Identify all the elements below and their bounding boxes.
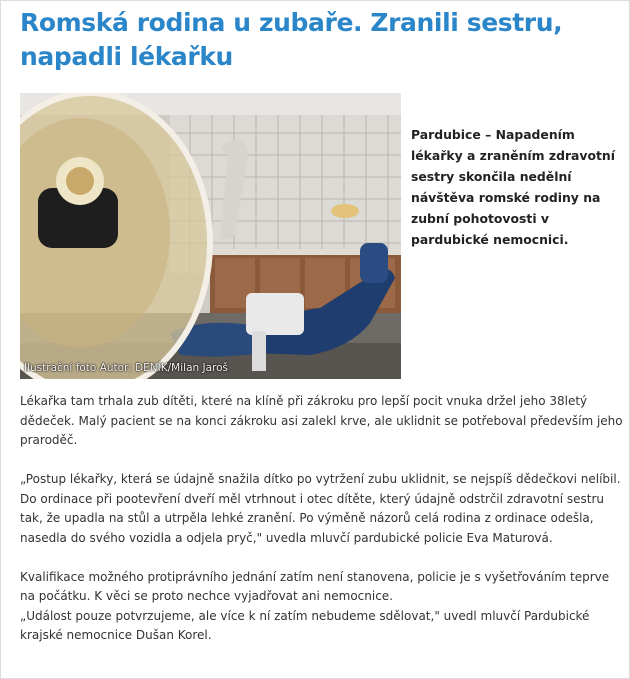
photo-caption: Ilustrační foto Autor: DENÍK/Milan Jaroš <box>24 362 229 374</box>
article-body <box>20 392 624 646</box>
paragraph: Lékařka tam trhala zub dítěti, které na klíně při zákroku pro lepší pocit vnuka držel jeho 38letý dědeček. Malý pacient se na konci zákroku asi zalekl krve, ale uklidnit se potřeboval především jeho praroděč. <box>20 394 623 447</box>
paragraph: „Událost pouze potvrzujeme, ale více k ní zatím nebudeme sdělovat," uvedl mluvčí Pardubické krajské nemocnice Dušan Korel. <box>20 608 590 642</box>
paragraph: „Postup lékařky, která se údajně snažila dítko po vytržení zubu uklidnit, se nejspíš dědečkovi nelíbil. Do ordinace při pootevření dveří měl vtrhnout i otec dítěte, který údajně odstrčil zdravotní sestru tak, že upadla na stůl a utrpěla lehké zranění. Po výměně názorů celá rodina z ordinace odešla, nasedla do svého vozidla a odjela pryč," uvedla mluvčí pardubické policie Eva Maturová. <box>20 472 621 545</box>
article-lead: Pardubice – Napadením lékařky a zraněním zdravotní sestry skončila nedělní návštěva romské rodiny na zubní pohotovosti v pardubické nemocnici. <box>411 127 616 247</box>
article-title: Romská rodina u zubaře. Zranili sestru, napadli lékařku <box>20 8 563 71</box>
paragraph: Kvalifikace možného protiprávního jednání zatím není stanovena, policie je s vyšetřováním teprve na počátku. K věci se proto nechce vyjadřovat ani nemocnice. <box>20 569 610 603</box>
dental-chair-photo <box>20 93 401 379</box>
article-photo <box>20 93 401 379</box>
